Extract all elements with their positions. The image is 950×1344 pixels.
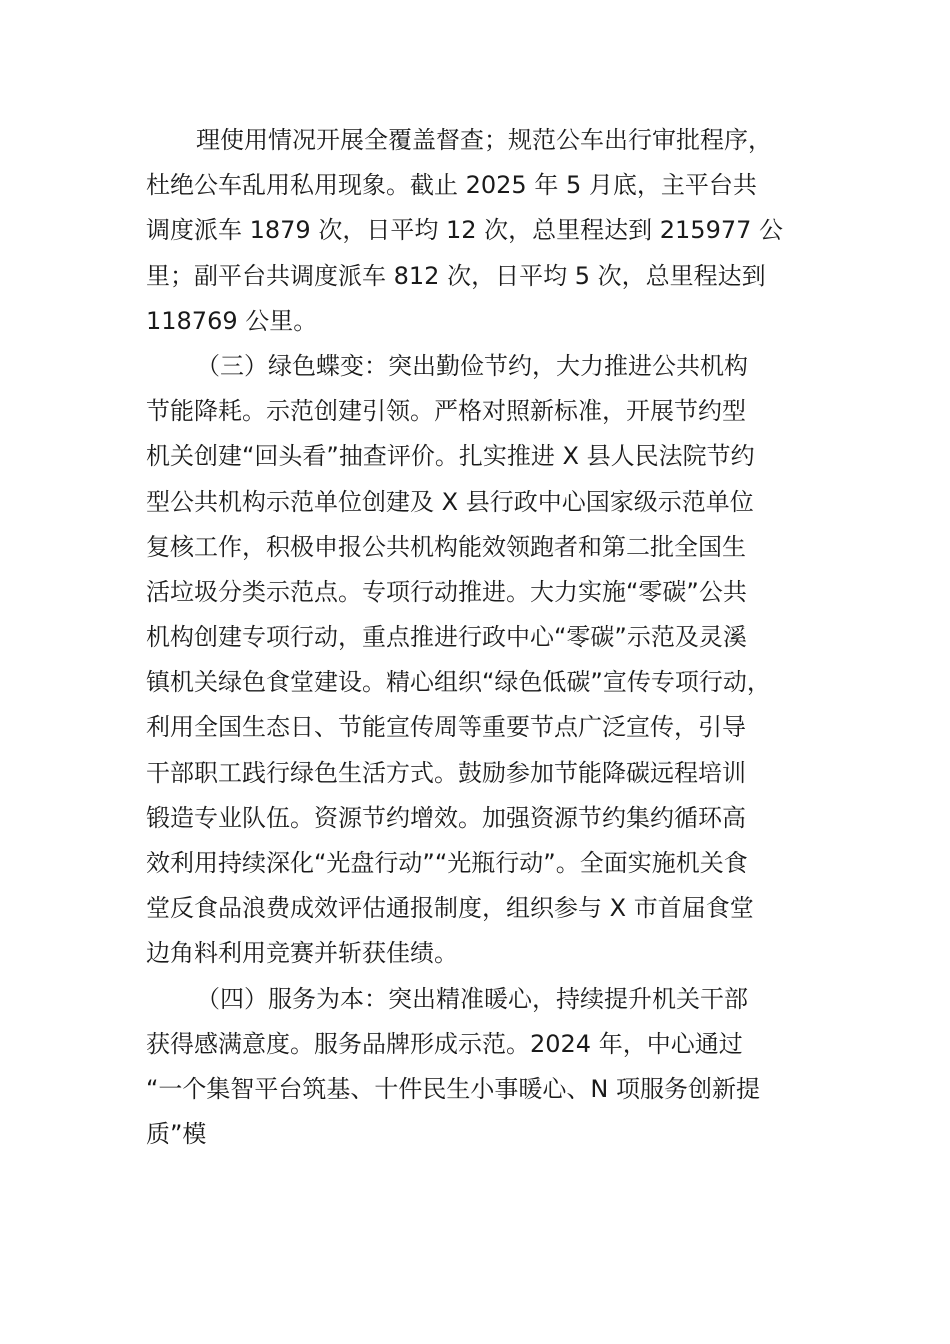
text-line: “一个集智平台筑基、十件民生小事暖心、N 项服务创新提 <box>146 1074 761 1103</box>
text-line: 118769 公里。 <box>146 306 318 335</box>
text-line: 边角料利用竞赛并斩获佳绩。 <box>146 939 458 968</box>
text-line: 杜绝公车乱用私用现象。截止 2025 年 5 月底，主平台共 <box>146 171 757 200</box>
section-heading-line: （三）绿色蝶变：突出勤俭节约，大力推进公共机构 <box>196 351 748 380</box>
text-line: 堂反食品浪费成效评估通报制度，组织参与 X 市首届食堂 <box>146 894 754 923</box>
text-line: 机关创建“回头看”抽查评价。扎实推进 X 县人民法院节约 <box>146 442 755 471</box>
document-body <box>146 118 836 1157</box>
text-line: 理使用情况开展全覆盖督查；规范公车出行审批程序， <box>196 126 772 154</box>
text-line: 质”模 <box>146 1120 207 1149</box>
text-line: 干部职工践行绿色生活方式。鼓励参加节能降碳远程培训 <box>146 758 746 787</box>
text-line: 镇机关绿色食堂建设。精心组织“绿色低碳”宣传专项行动， <box>146 668 771 697</box>
section-heading-line: （四）服务为本：突出精准暖心，持续提升机关干部 <box>196 984 748 1013</box>
text-line: 节能降耗。示范创建引领。严格对照新标准，开展节约型 <box>146 397 746 426</box>
text-line: 复核工作，积极申报公共机构能效领跑者和第二批全国生 <box>146 532 746 561</box>
text-line: 里；副平台共调度派车 812 次，日平均 5 次，总里程达到 <box>146 261 766 290</box>
text-line: 效利用持续深化“光盘行动”“光瓶行动”。全面实施机关食 <box>146 849 748 877</box>
text-line: 活垃圾分类示范点。专项行动推进。大力实施“零碳”公共 <box>146 577 747 606</box>
text-line: 利用全国生态日、节能宣传周等重要节点广泛宣传，引导 <box>146 713 746 742</box>
text-line: 锻造专业队伍。资源节约增效。加强资源节约集约循环高 <box>146 803 746 832</box>
text-line: 机构创建专项行动，重点推进行政中心“零碳”示范及灵溪 <box>146 623 747 652</box>
text-line: 型公共机构示范单位创建及 X 县行政中心国家级示范单位 <box>146 487 754 516</box>
text-line: 调度派车 1879 次，日平均 12 次，总里程达到 215977 公 <box>146 216 784 245</box>
text-line: 获得感满意度。服务品牌形成示范。2024 年，中心通过 <box>146 1029 743 1058</box>
